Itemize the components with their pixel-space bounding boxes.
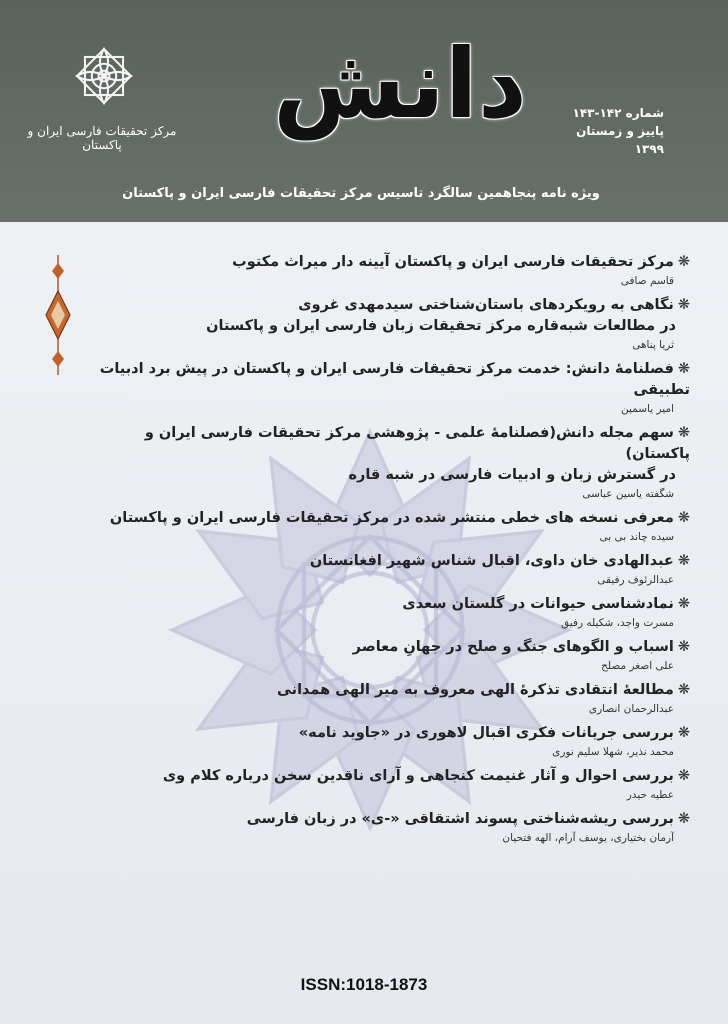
bullet-icon: ❋ [677, 553, 690, 569]
toc-title: سهم مجله دانش(فصلنامهٔ علمی - پژوهشی مرکز تحقیقات فارسی ایران و پاکستان) [144, 425, 690, 462]
bullet-icon: ❋ [677, 425, 690, 441]
bullet-icon: ❋ [677, 811, 690, 827]
toc-item[interactable] [90, 359, 690, 417]
bullet-icon: ❋ [677, 768, 690, 784]
toc-item[interactable] [90, 680, 690, 717]
toc-title: مرکز تحقیقات فارسی ایران و پاکستان آیینه دار میراث مکتوب [232, 254, 674, 270]
institute-name: مرکز تحقیقات فارسی ایران و پاکستان [27, 124, 177, 152]
toc-author: سیده چاند بی بی [599, 531, 674, 543]
toc-author: علی اصغر مصلح [601, 660, 674, 672]
toc-item[interactable] [90, 766, 690, 803]
issn-number: ISSN:1018-1873 [300, 975, 428, 994]
toc-author: عطیه حیدر [626, 789, 674, 801]
side-ornament-icon [44, 255, 72, 375]
issue-info [544, 104, 664, 158]
bullet-icon: ❋ [677, 254, 690, 270]
toc-title-line2: در گسترش زبان و ادبیات فارسی در شبه قاره [348, 467, 676, 483]
toc-title: اسباب و الگوهای جنگ و صلح در جهانِ معاصر [352, 639, 674, 655]
toc-item[interactable] [90, 637, 690, 674]
toc-author: مسرت واجد، شکیله رفیق [561, 617, 674, 629]
toc-author: محمد نذیر، شهلا سلیم نوری [552, 746, 674, 758]
bullet-icon: ❋ [677, 639, 690, 655]
bullet-icon: ❋ [677, 596, 690, 612]
toc-title: معرفی نسخه های خطی منتشر شده در مرکز تحقیقات فارسی ایران و پاکستان [109, 510, 674, 526]
bullet-icon: ❋ [677, 510, 690, 526]
bullet-icon: ❋ [677, 725, 690, 741]
toc-title: بررسی جریانات فکری اقبال لاهوری در «جاوید نامه» [298, 725, 674, 741]
toc-item[interactable] [90, 594, 690, 631]
special-issue-title: ویژه نامه پنجاهمین سالگرد تاسیس مرکز تحقیقات فارسی ایران و پاکستان [122, 186, 600, 201]
toc-title-line2: در مطالعات شبه‌قاره مرکز تحقیقات زبان فارسی ایران و پاکستان [206, 318, 676, 334]
issue-year: ۱۳۹۹ [634, 142, 664, 156]
toc-title: نگاهی به رویکردهای باستان‌شناختی سیدمهدی غروی [298, 297, 674, 313]
bullet-icon: ❋ [677, 361, 690, 377]
toc-title: نمادشناسی حیوانات در گلستان سعدی [402, 596, 674, 612]
toc-author: عبدالرئوف رفیقی [597, 574, 674, 586]
table-of-contents [90, 252, 690, 852]
bullet-icon: ❋ [677, 297, 690, 313]
toc-title: بررسی ریشه‌شناختی پسوند اشتقاقی «-ی» در زبان فارسی [246, 811, 674, 827]
toc-item[interactable] [90, 252, 690, 289]
toc-title: عبدالهادی خان داوی، اقبال شناس شهیر افغانستان [309, 553, 674, 569]
bullet-icon: ❋ [677, 682, 690, 698]
issue-number: شماره ۱۴۲-۱۴۳ [572, 106, 664, 120]
toc-author: ثریا پناهی [632, 339, 674, 351]
institute-logo-icon [70, 42, 138, 110]
toc-author: شگفته یاسین عباسی [582, 488, 674, 500]
toc-item[interactable] [90, 508, 690, 545]
toc-item[interactable] [90, 295, 690, 353]
toc-item[interactable] [90, 423, 690, 502]
toc-title: بررسی احوال و آثار غنیمت کنجاهی و آرای ناقدین سخن درباره کلام وی [162, 768, 674, 784]
journal-masthead: دانش [273, 28, 527, 140]
toc-author: آرمان بختیاری، یوسف آرام، الهه فتحیان [502, 832, 674, 844]
toc-author: قاسم صافی [620, 275, 674, 287]
toc-title: مطالعهٔ انتقادی تذکرهٔ الهی معروف به میر الهی همدانی [276, 682, 674, 698]
toc-author: عبدالرحمان انصاری [588, 703, 674, 715]
toc-item[interactable] [90, 551, 690, 588]
toc-item[interactable] [90, 809, 690, 846]
toc-title: فصلنامهٔ دانش: خدمت مرکز تحقیقات فارسی ایران و پاکستان در پیش برد ادبیات تطبیقی [99, 361, 690, 398]
toc-item[interactable] [90, 723, 690, 760]
issue-season: پاییز و زمستان [576, 124, 664, 138]
toc-author: امیر یاسمین [621, 403, 674, 415]
